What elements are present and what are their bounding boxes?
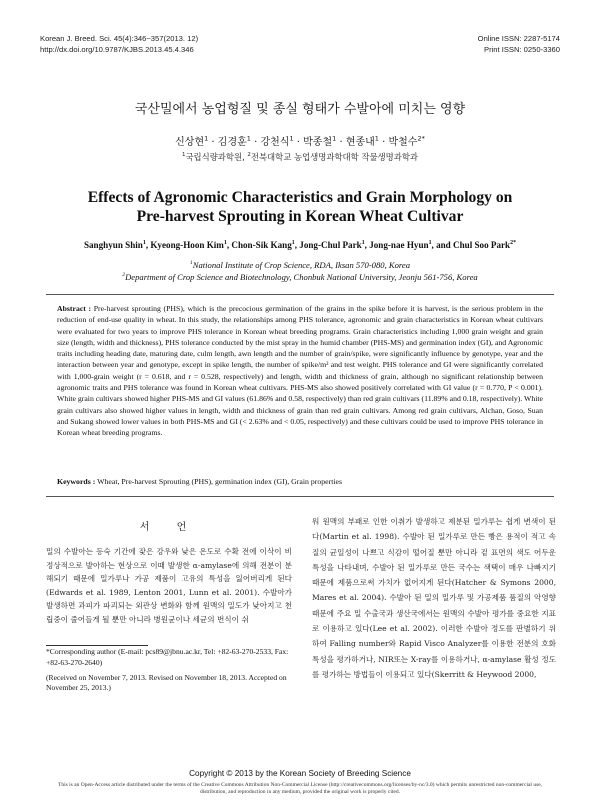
footnote <box>46 647 292 694</box>
english-affiliations <box>40 259 560 283</box>
author-sup: 1 <box>223 239 227 246</box>
english-author-name: Chon-Sik Kang <box>231 240 292 250</box>
running-header-left <box>40 33 198 55</box>
author-sup: 2* <box>510 239 517 246</box>
keywords-label: Keywords : <box>57 477 96 486</box>
english-title-line-2: Pre-harvest Sprouting in Korean Wheat Cultivar <box>136 208 464 225</box>
doi-link[interactable]: http://dx.doi.org/10.9787/KJBS.2013.45.4.346 <box>40 45 194 54</box>
license-text: This is an Open-Access article distributed under the terms of the Creative Commons Attribution Non-Commercial License (http://creativecommons.org/licenses/by-nc/3.0) which permits unrestricted non-commercial use, distribution, and reproduction in any medium, provided the original work is properly cited. <box>57 782 543 795</box>
english-affil-1: National Institute of Crop Science, RDA, Iksan 570-080, Korea <box>192 260 411 270</box>
author-separator: · <box>208 137 218 148</box>
affil-sup: 1 <box>189 260 193 267</box>
korean-author-name: 박종철 <box>303 137 333 148</box>
author-separator: · <box>378 137 389 148</box>
author-sup: 2* <box>417 134 425 143</box>
korean-affil-2: 전북대학교 농업생명과학대학 작물생명과학과 <box>250 152 419 162</box>
korean-author-name: 김경훈 <box>217 137 247 148</box>
author-separator: , and <box>431 240 454 250</box>
author-sup: 1 <box>374 134 379 143</box>
author-separator: , <box>226 240 232 250</box>
journal-citation: Korean J. Breed. Sci. 45(4):346~357(2013. 12) <box>40 34 199 43</box>
affil-sup: 1 <box>181 152 186 159</box>
online-issn: Online ISSN: 2287-5174 <box>477 34 560 43</box>
author-separator: , <box>145 240 151 250</box>
korean-author-name: 현종내 <box>345 137 375 148</box>
korean-affil-1: 국립식량과학원, <box>185 152 245 162</box>
author-separator: · <box>293 137 304 148</box>
korean-author-name: 강천식 <box>260 137 290 148</box>
author-sup: 1 <box>361 239 365 246</box>
abstract-top-rule <box>46 294 554 295</box>
author-sup: 1 <box>428 239 432 246</box>
english-affil-2: Department of Crop Science and Biotechnology, Chonbuk National University, Jeonju 561-756, Korea <box>125 272 478 282</box>
korean-title: 국산밀에서 농업형질 및 종실 형태가 수발아에 미치는 영향 <box>134 102 466 117</box>
affil-sup: 2 <box>122 272 126 279</box>
english-title <box>40 188 560 226</box>
copyright-line: Copyright © 2013 by the Korean Society of Breeding Science <box>189 769 411 778</box>
english-title-line-1: Effects of Agronomic Characteristics and Grain Morphology on <box>87 189 513 206</box>
intro-left-column: 밀의 수발아는 등숙 기간에 잦은 강우와 낮은 온도로 수확 전에 이삭이 비정상적으로 발아하는 현상으로 이때 발생한 α-amylase에 의해 전분이 분해되기 때문에 밀가루나 가공 제품이 고유의 특성을 잃어버리게 된다(Edwards et al. 1989, Lenton 2001, Lunn et al. 2001). 수발아가 발생하면 과피가 파괴되는 외관상 변화와 함께 원맥의 밀도가 낮아지고 천립중이 줄어들게 될 뿐만 아니라 병원균이나 세균의 번식이 쉬 <box>46 547 292 624</box>
korean-author-name: 박철수 <box>388 137 418 148</box>
abstract-text: Pre-harvest sprouting (PHS), which is the precocious germination of the grains in the spike before it is harvest, is the serious problem in the reduction of end-use quality in wheat. In this study, the relationships among PHS tolerance, agronomic and grain characteristics in Korean wheat cultivars were evaluated for two years to improve PHS tolerance in Korean wheat breeding programs. Grain characteristics including 1,000 grain weight and grain size (length, width and thickness), PHS tolerance conducted by the mist spray in the humid chamber (PHS-MS) and germination index (GI), and Agronomic traits including heading date, maturing date, culm length, awn length and the number of grain/spike, were significantly influence by genotype, year and the interaction between year and genotype, except in spike length, the number of spike/m² and test weight. PHS tolerance and GI were significantly correlated with 1,000-grain weight (r = 0.618, and r = 0.528, respectively) and length, width and thickness of grain, although no significant relationship between agronomic traits and PHS tolerance was found in Korean wheat cultivars. PHS-MS also showed positively correlated with GI value (r = 0.770, P < 0.001). White grain cultivars showed higher PHS-MS and GI values (61.86% and 0.58, respectively) than red grain cultivars (11.89% and 0.18, respectively). White grain cultivars also showed higher values in length, width and thickness of grain than red grain cultivars. Among red grain cultivars, Alchan, Goso, Suan and Sukang showed lower values in both PHS-MS and GI (< 2.63% and < 0.05, respectively) and these cultivars could be used to improve PHS tolerance in Korean wheat breeding programs. <box>57 304 544 438</box>
intro-right-column: 워 원맥의 부패로 인한 이취가 발생하고 제분된 밀가루는 쉽게 변색이 된다(Martin et al. 1998). 수발아 된 밀가루로 만든 빵은 용적이 적고 속질의 균일성이 나쁘고 식감이 떨어질 뿐만 아니라 겉 표면의 색도 어두운 특성을 나타내며, 수발아 된 밀가루로 만든 국수는 색택이 매우 나빠지기 때문에 제품으로써 가치가 없어지게 된다(Hatcher & Symons 2000, Mares et al. 2004). 수발아 된 밀의 밀가루 및 가공제품 품질의 악영향 때문에 주요 밀 수출국과 생산국에서는 원맥의 수발아 평가를 중요한 지표로 이용하고 있다(Lee et al. 2002). 이러한 수발아 정도를 판별하기 위하여 Falling number와 Rapid Visco Analyzer를 이용한 전분의 호화 특성을 평가하거나, NIR또는 X-ray를 이용하거나, α-amylase 활성 정도를 평가하는 방법들이 이용되고 있다(Skerritt & Heywood 2000, <box>312 517 556 679</box>
author-sup: 1 <box>142 239 146 246</box>
affil-sup: 2 <box>247 152 251 159</box>
korean-authors <box>0 133 600 148</box>
korean-author-name: 신상현 <box>175 137 205 148</box>
english-authors <box>40 240 560 250</box>
author-separator: · <box>336 137 346 148</box>
received-dates: (Received on November 7, 2013. Revised on November 18, 2013. Accepted on November 25, 2013.) <box>46 672 287 693</box>
print-issn: Print ISSN: 0250-3360 <box>484 45 560 54</box>
abstract-label: Abstract : <box>57 304 92 313</box>
korean-affiliations <box>0 151 600 163</box>
english-author-name: Sanghyun Shin <box>83 240 143 250</box>
introduction-heading: 서 언 <box>139 522 199 533</box>
english-author-name: Jong-Chul Park <box>299 240 362 250</box>
english-author-name: Kyeong-Hoon Kim <box>150 240 224 250</box>
author-sup: 1 <box>289 134 294 143</box>
author-sup: 1 <box>204 134 209 143</box>
author-separator: , <box>294 240 300 250</box>
abstract-bottom-rule <box>46 496 554 497</box>
english-author-name: Chul Soo Park <box>453 240 511 250</box>
author-sup: 1 <box>246 134 251 143</box>
author-sup: 1 <box>291 239 295 246</box>
author-sup: 1 <box>332 134 337 143</box>
footnote-rule <box>46 645 148 646</box>
running-header-right <box>478 33 560 55</box>
author-separator: · <box>250 137 261 148</box>
keywords <box>57 477 543 486</box>
corresponding-author: *Corresponding author (E-mail: pcs89@jbnu.ac.kr, Tel: +82-63-270-2533, Fax: +82-63-270-2640) <box>46 647 289 667</box>
abstract <box>57 303 543 439</box>
english-author-name: Jong-nae Hyun <box>369 240 429 250</box>
keywords-text: Wheat, Pre-harvest Sprouting (PHS), germination index (GI), Grain properties <box>97 477 343 486</box>
author-separator: , <box>364 240 370 250</box>
